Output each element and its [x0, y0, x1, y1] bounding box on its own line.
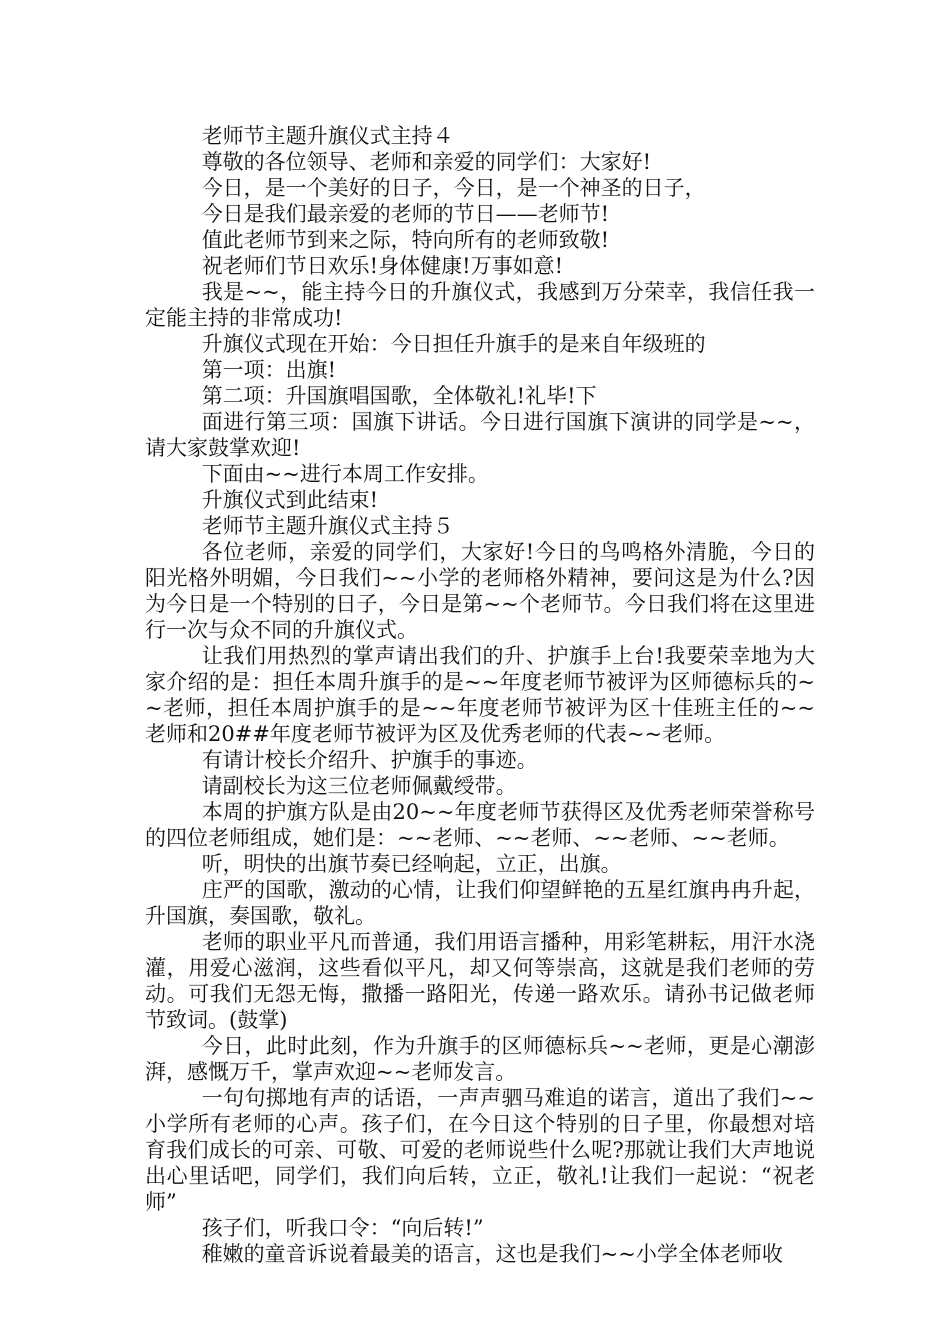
paragraph-heading-5: 老师节主题升旗仪式主持５ [201, 514, 454, 538]
paragraph: 稚嫩的童音诉说着最美的语言，这也是我们~~小学全体老师收 [201, 1242, 783, 1266]
paragraph: 孩子们，听我口令：“向后转!” [201, 1216, 484, 1240]
document-body [145, 123, 815, 1267]
paragraph: 升旗仪式现在开始：今日担任升旗手的是来自年级班的 [201, 332, 706, 356]
paragraph: 本周的护旗方队是由20~~年度老师节获得区及优秀老师荣誉称号的四位老师组成，她们是：~~老师、~~老师、~~老师、~~老师。 [145, 800, 815, 850]
paragraph: 第一项：出旗! [201, 358, 337, 382]
paragraph: 面进行第三项：国旗下讲话。今日进行国旗下演讲的同学是~~，请大家鼓掌欢迎! [145, 410, 815, 460]
paragraph: 一句句掷地有声的话语，一声声驷马难追的诺言，道出了我们~~小学所有老师的心声。孩子们，在今日这个特别的日子里，你最想对培育我们成长的可亲、可敬、可爱的老师说些什么呢?那就让我们大声地说出心里话吧，同学们，我们向后转，立正，敬礼!让我们一起说：“祝老师” [145, 1086, 815, 1214]
paragraph: 今日是我们最亲爱的老师的节日——老师节! [201, 202, 610, 226]
paragraph: 让我们用热烈的掌声请出我们的升、护旗手上台!我要荣幸地为大家介绍的是：担任本周升旗手的是~~年度老师节被评为区师德标兵的~~老师，担任本周护旗手的是~~年度老师节被评为区十佳班主任的~~老师和20##年度老师节被评为区及优秀老师的代表~~老师。 [145, 644, 815, 746]
paragraph-heading-4: 老师节主题升旗仪式主持４ [201, 124, 454, 148]
paragraph: 今日，是一个美好的日子，今日，是一个神圣的日子， [201, 176, 706, 200]
paragraph: 值此老师节到来之际，特向所有的老师致敬! [201, 228, 610, 252]
paragraph: 老师的职业平凡而普通，我们用语言播种，用彩笔耕耘，用汗水浇灌，用爱心滋润，这些看似平凡，却又何等崇高，这就是我们老师的劳动。可我们无怨无悔，撒播一路阳光，传递一路欢乐。请孙书记做老师节致词。(鼓掌) [145, 930, 815, 1032]
paragraph: 升旗仪式到此结束! [201, 488, 379, 512]
paragraph: 请副校长为这三位老师佩戴绶带。 [201, 774, 517, 798]
paragraph: 庄严的国歌，激动的心情，让我们仰望鲜艳的五星红旗冉冉升起，升国旗，奏国歌，敬礼。 [145, 878, 815, 928]
paragraph: 尊敬的各位领导、老师和亲爱的同学们：大家好! [201, 150, 652, 174]
paragraph: 有请计校长介绍升、护旗手的事迹。 [201, 748, 538, 772]
paragraph: 第二项：升国旗唱国歌，全体敬礼!礼毕!下 [201, 384, 597, 408]
paragraph: 各位老师，亲爱的同学们，大家好!今日的鸟鸣格外清脆，今日的阳光格外明媚，今日我们~~小学的老师格外精神，要问这是为什么?因为今日是一个特别的日子，今日是第~~个老师节。今日我们将在这里进行一次与众不同的升旗仪式。 [145, 540, 815, 642]
paragraph: 我是~~，能主持今日的升旗仪式，我感到万分荣幸，我信任我一定能主持的非常成功! [145, 280, 815, 330]
paragraph: 听，明快的出旗节奏已经响起，立正，出旗。 [201, 852, 622, 876]
paragraph: 祝老师们节日欢乐!身体健康!万事如意! [201, 254, 564, 278]
paragraph: 今日，此时此刻，作为升旗手的区师德标兵~~老师，更是心潮澎湃，感慨万千，掌声欢迎~~老师发言。 [145, 1034, 815, 1084]
paragraph: 下面由~~进行本周工作安排。 [201, 462, 489, 486]
